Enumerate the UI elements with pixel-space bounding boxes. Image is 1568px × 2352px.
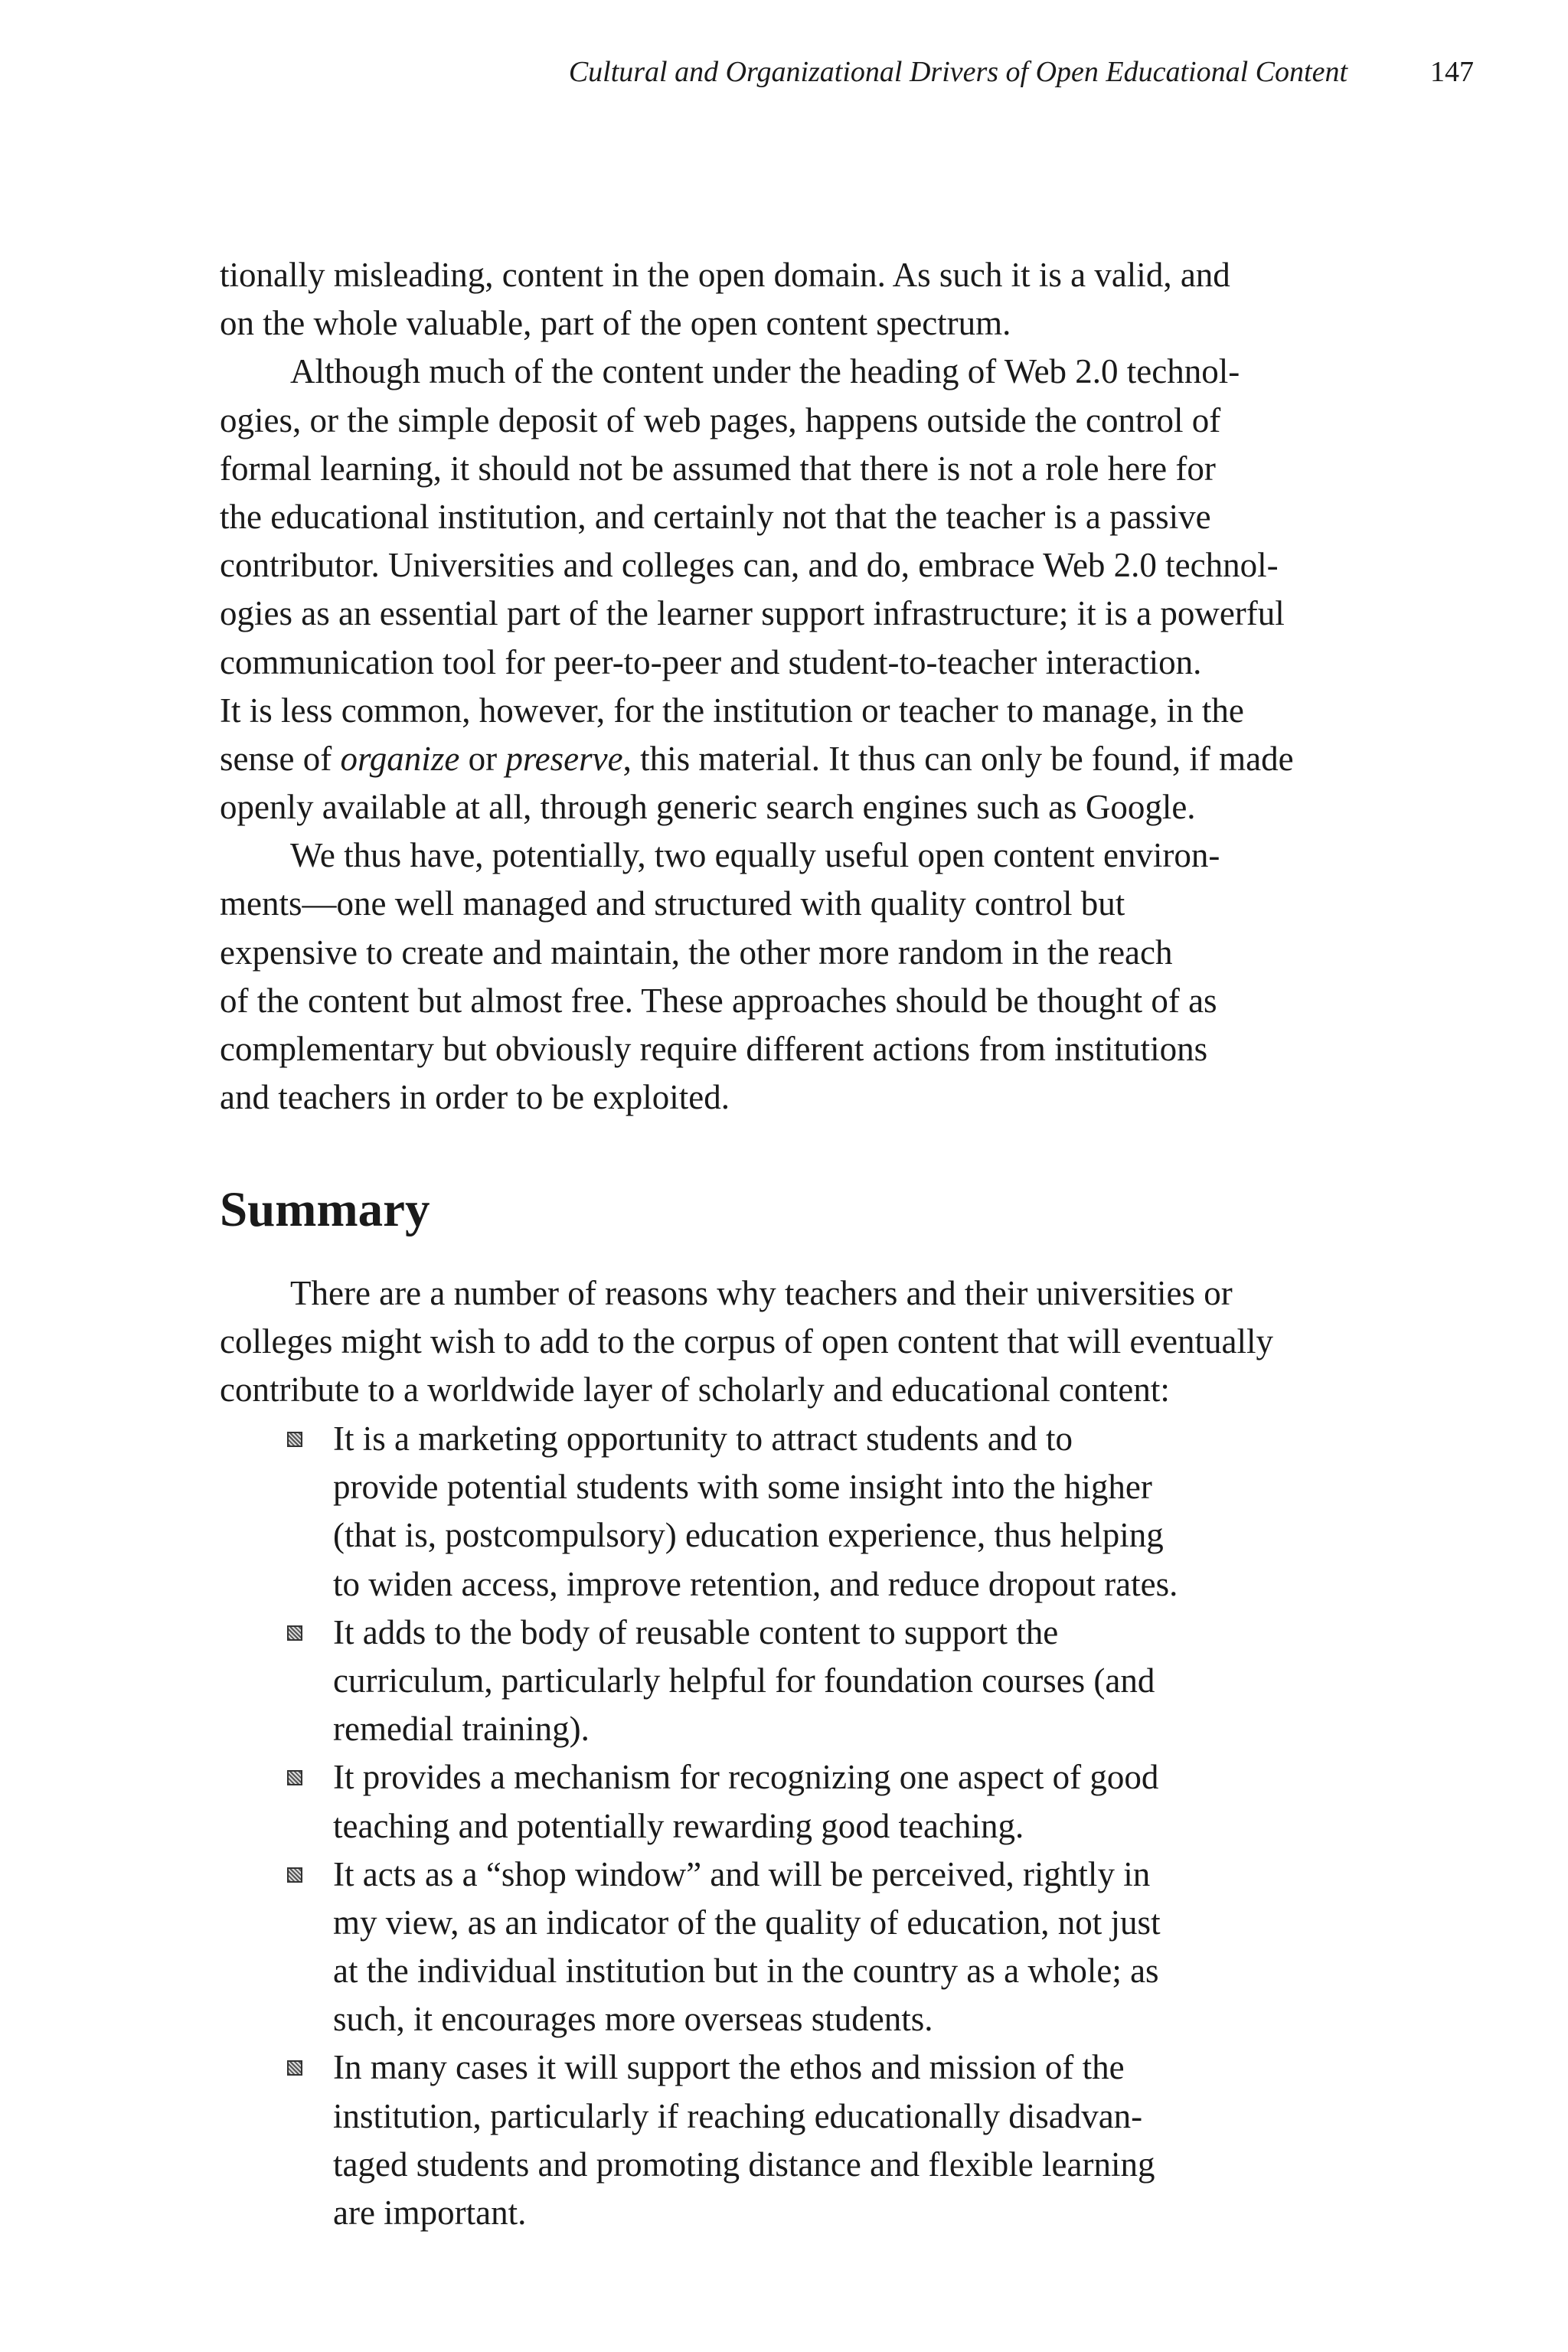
summary-intro [220, 1269, 1353, 1415]
list-item-line: In many cases it will support the ethos and mission of the [333, 2048, 1125, 2087]
summary-line: There are a number of reasons why teachers and their universities or [290, 1274, 1233, 1312]
list-item-line: It is a marketing opportunity to attract students and to [333, 1419, 1073, 1458]
list-item-line: provide potential students with some insight into the higher [333, 1468, 1152, 1507]
list-item-line: It acts as a “shop window” and will be perceived, rightly in [333, 1854, 1151, 1893]
emphasis-organize: organize [340, 739, 460, 778]
page-number: 147 [1430, 56, 1474, 88]
body-line: of the content but almost free. These approaches should be thought of as [220, 981, 1217, 1020]
body-text-run: sense of [220, 739, 341, 778]
list-item [220, 1609, 1353, 1754]
summary-line: colleges might wish to add to the corpus of open content that will eventually [220, 1322, 1273, 1361]
emphasis-preserve: preserve [505, 739, 623, 778]
body-line: We thus have, potentially, two equally useful open content environ- [290, 836, 1220, 875]
body-line: It is less common, however, for the institution or teacher to manage, in the [220, 691, 1244, 730]
list-item-line: such, it encourages more overseas students. [333, 2000, 933, 2039]
list-item-line: remedial training). [333, 1710, 590, 1749]
body-line: tionally misleading, content in the open domain. As such it is a valid, and [220, 256, 1230, 294]
list-item [220, 2043, 1353, 2237]
body-line: ments—one well managed and structured with quality control but [220, 884, 1125, 923]
list-item-line: It adds to the body of reusable content to support the [333, 1612, 1059, 1651]
body-text-run: , this material. It thus can only be found, if made [622, 739, 1294, 778]
list-item-line: are important. [333, 2194, 527, 2232]
list-item-line: teaching and potentially rewarding good teaching. [333, 1806, 1024, 1845]
square-bullet-icon [287, 1770, 302, 1785]
body-line: ogies, or the simple deposit of web pages, happens outside the control of [220, 400, 1221, 439]
section-heading-summary: Summary [220, 1182, 430, 1237]
body-line: communication tool for peer-to-peer and student-to-teacher interaction. [220, 642, 1202, 681]
body-line: and teachers in order to be exploited. [220, 1078, 730, 1117]
running-title: Cultural and Organizational Drivers of Open Educational Content [568, 56, 1348, 88]
body-line: Although much of the content under the heading of Web 2.0 technol- [290, 352, 1240, 391]
list-item-line: my view, as an indicator of the quality of education, not just [333, 1903, 1161, 1942]
summary-line: contribute to a worldwide layer of scholarly and educational content: [220, 1370, 1170, 1410]
square-bullet-icon [287, 1625, 302, 1641]
running-header [0, 49, 1568, 95]
body-line: on the whole valuable, part of the open content spectrum. [220, 304, 1011, 343]
body-line: complementary but obviously require different actions from institutions [220, 1030, 1208, 1068]
square-bullet-icon [287, 1867, 302, 1883]
list-item-line: institution, particularly if reaching educationally disadvan- [333, 2096, 1143, 2135]
list-item-line: to widen access, improve retention, and reduce dropout rates. [333, 1564, 1178, 1603]
list-item-line: taged students and promoting distance and flexible learning [333, 2145, 1155, 2184]
list-item-line: It provides a mechanism for recognizing one aspect of good [333, 1758, 1159, 1797]
list-item [220, 1415, 1353, 1609]
body-line: openly available at all, through generic search engines such as Google. [220, 788, 1196, 827]
list-item-line: at the individual institution but in the country as a whole; as [333, 1952, 1159, 1991]
body-line-emphasis [220, 735, 1353, 783]
body-line: the educational institution, and certainly not that the teacher is a passive [220, 497, 1211, 536]
square-bullet-icon [287, 2060, 302, 2076]
list-item-line: (that is, postcompulsory) education experience, thus helping [333, 1516, 1164, 1555]
list-item-line: curriculum, particularly helpful for foundation courses (and [333, 1661, 1155, 1700]
body-line: contributor. Universities and colleges can, and do, embrace Web 2.0 technol- [220, 546, 1279, 585]
list-item [220, 1753, 1353, 1850]
list-item [220, 1851, 1353, 2044]
bullet-list [220, 1415, 1353, 2237]
square-bullet-icon [287, 1432, 302, 1447]
body-line: formal learning, it should not be assumed that there is not a role here for [220, 449, 1216, 488]
body-line: expensive to create and maintain, the other more random in the reach [220, 933, 1173, 972]
body-text-run: or [459, 739, 506, 778]
body-paragraphs [220, 251, 1353, 1122]
body-line: ogies as an essential part of the learner support infrastructure; it is a powerful [220, 594, 1285, 633]
